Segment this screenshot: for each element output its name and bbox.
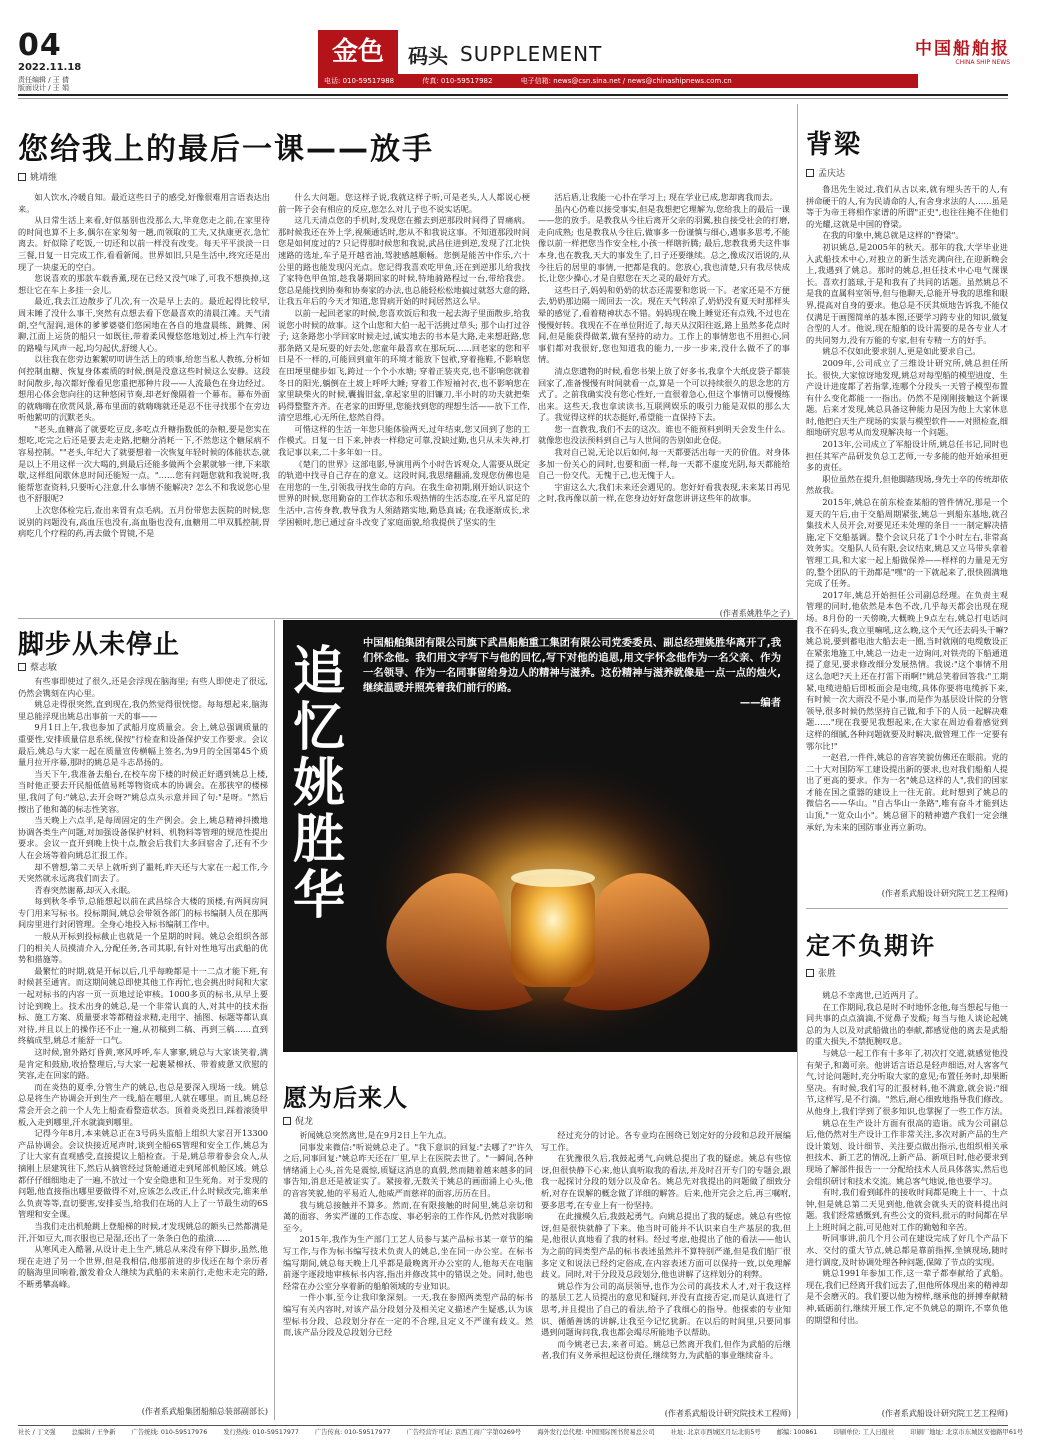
header-rule-thin: [18, 98, 1008, 99]
feature-title: 追忆姚胜华: [293, 642, 346, 926]
paragraph: 青春突然谢幕,却灭入永眠。: [34, 884, 136, 895]
paragraph: 有时,我们看到邮件的接收时间都是晚上十一、十点钟,但是姚总第二天见到他,他就会就头天的资料提出问题。我们经常感慨到,有些公文的资料,批示的时间都在早上上班时间之前,可见他对工作的勤勉和辛苦。: [806, 1187, 1008, 1232]
contact-fax: 传真: 010-59517982: [422, 77, 493, 85]
later-signoff: (作者系武船设计研究院技术工程师): [664, 1409, 791, 1418]
faithful-column: [806, 990, 1008, 1404]
newspaper-brand: [870, 34, 1010, 70]
feature-signature: ——编者: [739, 697, 781, 709]
later-headline: 愿为后来人: [283, 1084, 408, 1112]
paragraph: 这时候,窗外路灯昏黄,寒风呼呼,车人寥寥,姚总与大家谈笑着,满是肯定和鼓励,收拾整理后,与大家一起裹紧棉袄、带着疲惫又欣慰的笑容,走在回家的路。: [18, 1047, 268, 1081]
lesson-author: 姚靖维: [30, 173, 58, 183]
later-column-1: [283, 1130, 533, 1420]
paragraph: 《楚门的世界》这部电影,导演用两个小时告诉观众,人需要从既定的轨道中找寻自己存在的意义。这段时间,我思绪翻涌,发现您仿佛也是在用您的一生,引领我寻找生命的方向。在我生命初期,刚开始认识这个世界的时候,您用勤奋的工作状态和乐观热情的生活态度,在平凡富足的生活中,言传身教,教导我为人须踏踏实地,勤恳真诚; 在我逐渐成长,求学困顿时,您已通过奋斗改变了家庭面貌,给我提供了坚实的生: [278, 458, 530, 527]
feature-intro-text: 中国船舶集团有限公司旗下武昌船舶重工集团有限公司党委委员、副总经理姚胜华离开了,我们怀念他。我们用文字写下与他的回忆,写下对他的追思,用文字怀念他作为一名父亲、作为一名领导、作为一名同事留给身边人的精神与滋养。这份精神与滋养就像是一点一点的烛火,继续温暖并照亮着我们前行的路。: [363, 637, 781, 694]
paragraph: 这几天清点您的手机时,发现您在搬去到逆那段时间得了胃痛病。那时候我还在外上学,视频通话时,您从不和我说这事。不知道那段时间您是如何度过的? 只记得那时候您和我说,武昌住进到逆,发现了江北快速路的选址,车子是开越省油,驾驶感越顺畅。您倒是能苦中作乐,六十公里的路也能发现闪光点。您记得我喜欢吃甲鱼,还在到逆那儿给我找了家特色甲鱼馆,趁我暑期回家的时候,特地骑路程过一台,带给我尝。您总是能找到协奏和协奏家的办法,也总能轻松松地搞过就怒大意的路,让我五年后的今天才知道,您胃病开始的时间居然这么早。: [278, 215, 530, 307]
byline-box-icon: [283, 1117, 291, 1125]
paragraph: 姚总在生产设计方面有很高的造诣。成为公司副总后,他仍然对生产设计工作非常关注,多次对新产品的生产设计策划、设计细节、关注要点做出指示,也组织相关承担技术、新工艺的情况,上新产品、新项目时,他必要求到现场了解部件报告一一分配给技术人员具体落实,然后也会组织研讨和技术交流。姚总客气地说,他也要学习。: [806, 1117, 1008, 1186]
contact-bar: [318, 74, 918, 88]
later-byline: [283, 1114, 313, 1127]
paragraph: 在犹豫很久后,我鼓起勇气,向姚总提出了我的疑虑。姚总有些惊讶,但很快静下心来,他认真听取我的看法,并及时召开专门的专题会,跟我一起探讨分段的划分以及命名。姚总先对我提出的问题做了细致分析,对存在误解的概念做了详细的解答。后来,他开完会之后,再三嘱咐,要多思考,在专业上有一份坚持。: [541, 1153, 791, 1210]
byline-box-icon: [18, 173, 26, 181]
footsteps-author: 蔡志敏: [30, 663, 58, 673]
paragraph: 记得今年8月,本来姚总正在3号码头监船上组织大家召开13300产品协调会。会议快接近尾声时,谈到全船6S管理和安全工作,姚总为了让大家有直观感受,直接提议上船检查。于是,姚总带着参会众人,从摘刚上层建筑往下,然后从摘管经过货舱通道走到尾部机舱区域。姚总都仔仔细细地走了一遍,不放过一个安全隐患和卫生死角。对于发现的问题,他直接指出哪里要做得不对,应该怎么改正,什么时候改完,谁来单么负责等等,直切要害,安排妥当,给我们在场的人上了一节最生动的6S管理和安全课。: [18, 1128, 268, 1220]
paragraph: 最近,我去江边散步了几次,有一次是早上去的。最近起得比较早,周末睡了没什么事干,突然有点想去看下您最喜欢的清晨江滩。天气清朗,空气湿润,退休的爹爹婆婆们悠闲地在各自的地盘晨练、跳舞、闲聊,江面上运货的船只一如既往,带着柔风慢悠悠地划过,桥上汽车行驶的路噪与风声一起,均匀起伏,舒缓人心。: [18, 296, 270, 353]
footer-item: 海外发行总代理: 中国国际图书贸易总公司: [537, 1429, 655, 1436]
paragraph: 我与姚总接触并不算多。然而,在有限接触的时间里,姚总亲切和蔼的面容、务实严谨的工作态度、事必躬亲的工作作风,仍然对我影响至今。: [283, 1199, 533, 1233]
backbone-author: 孟庆达: [818, 169, 846, 179]
paragraph: 以前一起回老家的时候,您喜欢饭后和我一起去海子里面散步,给我说您小时候的故事。这个山您和大伯一起干活挑过草头; 那个山打过谷子; 这条路您小学回家时候走过,诚实地去的书本是大路,走来想赶路,您那条路又是玩耍的好去处,您童年最喜欢在那玩玩……回老家的您和平日是不一样的,可能回到童年的环境才能放下包袱,穿着拖鞋,不影响您在田埂里健步如飞,跨过一个个小水塘; 穿着正装夹克,也不影响您就着冬日的阳光,躺倒在土坡上呼呼大睡; 穿着工作短袖衬衣,也不影响您在家里缺柴火的时候,囊揣旧盆,拿起家里的旧镰刀,半小时的功夫就把柴码得整整齐齐。在老家的田野里,您能找到您的理想生活——放下工作,清空思维,心无所住,悠然自得。: [278, 307, 530, 423]
paragraph: 可惜这样的生活一年您只能体验两天,过年结束,您又回到了您的工作模式。日复一日下来,钟表一样稳定可靠,没缺过勤,也只从未失神,打我记事以来,二十多年如一日。: [278, 423, 530, 458]
paragraph: 当我们走出机舱跳上登船梯的时候,才发现姚总的额头已然都满是汗,汗如豆大,而衣服也已是湿,还出了一条条白色的盐渍……: [18, 1220, 268, 1243]
header-rule: [18, 94, 1008, 96]
paragraph: 初识姚总,是2005年的秋天。那年的我,大学毕业进入武船技术中心,对独立的新生活充满向往,在迎新晚会上,我遇到了姚总。那时的姚总,担任技术中心电气课课长。喜欢打篮球,于是和我有了共同的话题。虽然姚总不是我的直属科室领导,但与他聊天,总能开导我的思维和眼界,提高对自身的要求。他总是不厌其烦地告诉我,不能仅仅满足于画图简单的基本图,还要学习跨专业的知识,做复合型的人才。他说,现在船舶的设计需要的是各专业人才的共同努力,没有万能的专家,但有专精一方的好手。: [806, 241, 1008, 345]
paragraph: 2013年,公司成立了军船设计所,姚总任书记,同时也担任其军产品研发负总工艺师,一专多能的他开始承担更多的责任。: [806, 439, 1008, 473]
paragraph: 上次您体检完后,查出来胃有点毛病。五月份带您去医院的时候,您说别的问题没有,高血压也没有,高血脂也没有,血糖用二甲双胍控制,胃病吃几个疗程的药,再去做个胃镜,不是: [18, 505, 270, 539]
column-name: 码头: [408, 44, 448, 68]
lesson-column-3: [538, 192, 790, 607]
backbone-byline: [806, 166, 845, 179]
footsteps-signoff: (作者系武船集团船舶总装部副部长): [141, 1407, 268, 1416]
paragraph: 最繁忙的时期,就是开标以后,几乎每晚都是十一二点才能下班,有时候甚至通宵。而这期间姚总即使其他工作再忙,也会挑出时间和大家一起对标书的内容一页一页地过论审核。1000多页的标书,从早上要讨论到晚上。技术出身的姚总,是一个非常认真的人,对其中的技术指标、施工方案、质量要求等都精益求精,走用字、插图、标题等都认真对待,并且以上的操作还不止一遍,从初稿到二稿、再到三稿……直到终稿成型,姚总才能舒一口气。: [18, 965, 268, 1046]
paragraph: 在工作期间,我总是时不时地怀念他,每当想起与他一同共事的点点滴滴,不觉鼻子发酸; 每当与他人谈论起姚总的为人以及对武船做出的奉献,都感觉他的离去是武船的重大损失,不禁扼腕叹息。: [806, 1001, 1008, 1047]
paragraph: "老头,血糖高了就要吃豆皮,多吃点升糖指数低的杂粮,要是您实在想吃,吃完之后还是要去走走路,把糖分消耗一下,不然您这个糖尿病不容易控制。""老头,年纪大了就要想着一次恢复年轻时候的体能状态,就是以上不用这样一次大喝的,到最后还能多做两个会累就够一律,下来歇歇,这样组间歇休息时间还能短一点。"……您有问题您就和我说呀,我能帮您查资料,只要听心注意,什么事情不能解决? 怎么不和我说您心里也不舒服呢?: [18, 423, 270, 504]
paragraph: 2017年,姚总开始担任公司副总经理。在负责主观管理的同时,他依然是本色不改,几乎每天都会出现在现场。8月份的一天傍晚,大概晚上9点左右,姚总打电话问我不在码头,我立里嘛吼,这么晚,这个天气还去码头干嘛?姚总说,要到蓄电池大船去走一圈,当时就刚的电缆敷设正在紧张地施工中,姚总一边走一边询问,对铁壳的下船通道提了意见,要求修改细分发展热情。我说:"这个事情不用这么急吧?天上还在打雷下雨啊!"姚总笑着回答我:"工期紧,电缆进船后即板面会是电缆,具体你要将电缆拆下来,有时候一次大雨没不是小事,而是作为基层设计院的分管领导,很多时候仍然坚持自己做,和手下的人员一起解决难题……"现在我要见我想起来,在大家在周边看着感觉到这样的细腻,各种问题就要及时解决,做管理工作一定要有鄂尔比!": [806, 589, 1008, 751]
section-divider: [806, 908, 1008, 909]
paragraph: 从寒风走入酷暑,从设计走上生产,姚总从来没有停下脚步,虽然,他现在走进了另一个世界,但是我相信,他那前进的步伐还在每个亲历者的脑海里回响着,激发着众人继续为武船的未来前行,走他未走完的路,不断勇攀高峰。: [18, 1244, 268, 1289]
byline-box-icon: [18, 663, 26, 671]
paragraph: 从日常生活上来看,好似基别也没那么大,毕竟您走之前,在家里待的时间也算不上多,偶尔在家匆匆一趟,而领取的工夫,又执康更衣,急忙离去。好似除了吃饭,一切还和以前一样没有改变。每天平平淡淡一日三餐,日复一日完成工作,看看新闻。世界如旧,只是生活中,终究还是出现了一块虚无的空白。: [18, 215, 270, 272]
paragraph: 而在炎热的夏季,分管生产的姚总,也总是要深入现场一线。姚总总是将生产协调会开到生产一线,船在哪里,人就在哪里。而且,姚总经常会开会之前一个人先上船查看整造状态。顶着炎炎烈日,踩着滚烫甲板,入走到哪里,汗水就滴到哪里。: [18, 1081, 268, 1127]
paragraph: 在此撞模久后,我鼓起勇气。向姚总提出了我的疑虑。姚总有些惊讶,但是很快就静了下来。他当时可能并不认识来自生产基层的我,但是,他很认真地看了我的材料。经过考虑,他提出了他的看法——他认为之前的同类型产品的标书表述虽然并不算特别严谨,但是我们船厂很多定义和说法已经约定俗成,在内容表述方面可以保持一致,以免理解歧义。同时,对于分段及总段划分,他也讲解了这样划分的利弊。: [541, 1211, 791, 1280]
faithful-headline: 定不负期许: [806, 932, 936, 960]
later-author: 倪龙: [295, 1117, 314, 1127]
backbone-signoff: (作者系武船设计研究院工艺工程师): [881, 889, 1008, 898]
paragraph: 什么大问题。您这样子说,我就这样子听,可是老头,人人都说心梗前一阵子会有相应的反应,您怎么对儿子也不说实话呢。: [278, 192, 530, 214]
lesson-column-1: [18, 192, 270, 607]
paragraph: 一件小事,至今让我印象深刻。一天,我在参照两类型产品的标书编写有关内容时,对该产品分段划分及相关定义描述产生疑惑,认为该型标书分段、总段划分存在一定的不合理,且定义不严谨有歧义。然而,该产品分段及总段划分已经: [283, 1292, 533, 1338]
lesson-headline: 您给我上的最后一课——放手: [18, 132, 434, 167]
editor-credit: 责任编辑 / 王 倩: [18, 76, 70, 84]
paragraph: 经过充分的讨论。各专业均在围绕已划定好的分段和总段开展编写工作。: [541, 1130, 791, 1152]
paragraph: 听同事讲,前几个月公司在建设完成了好几个产品下水、交付的重大节点,姚总都是靠前指挥,坐镇现场,随时进行调度,及时协调处理各种问题,保障了节点的实现。: [806, 1233, 1008, 1267]
page-number: 04: [18, 28, 62, 63]
paragraph: 姚总不幸离世,已近两月了。: [822, 990, 924, 1000]
paragraph: 您说喜欢的那款车载香薰,现在已经又没气味了,可我不想换掉,这想让它在车上多挂一会儿。: [18, 273, 270, 295]
footer-item: 发行热线: 010-59517977: [223, 1429, 299, 1436]
paragraph: 姚总1991年参加工作,这一辈子都奉献给了武船。现在,我们已经离开我们远去了,但他所体现出来的精神却是不会磨灭的。我们要以他为榜样,继承他的拼搏奉献精神,砥砺前行,继续开展工作,定不负姚总的期许,不辜负他的期望和付出。: [806, 1268, 1008, 1325]
byline-box-icon: [806, 169, 814, 177]
footer-item: 广告经营许可证: 京西工商广字第0269号: [406, 1429, 522, 1436]
paragraph: 2015年,我作为生产部门工艺人员参与某产品标书某一章节的编写工作,与作为标书编写技术负责人的姚总,坐在同一办公室。在标书编写期间,姚总每天晚上几乎都是最晚离开办公室的人,他每天在电脑前逐字逐段地审核标书内容,指出并修改其中的错误之处。同时,他也经常在办公室分享着新的船舶领域的专业知识。: [283, 1234, 533, 1291]
lesson-signoff: (作者系姚胜华之子): [719, 609, 790, 618]
paragraph: 9月1日上午,我也参加了武船月度质量会。会上,姚总强调质量的重要性,安排质量信息系统,保按"行检查和设备保护安工作要求。会议最后,姚总与大家一起在质量宣传横幅上签名,为9月的全国第45个质量月拉开序幕,那时的姚总是斗志昂扬的。: [18, 722, 268, 768]
footer-item: 邮编: 100861: [776, 1429, 818, 1436]
paragraph: 每到秋冬季节,总能想起以前在武昌综合大楼的顶楼,有两间房间专门用来写标书。投标期间,姚总会带领各部门的标书编制人员在那两间房里进行封闭管理。全身心地投入标书编制工作中。: [18, 896, 268, 930]
footer-item: 广告统线: 010-59517976: [131, 1429, 208, 1436]
footer-item: 总编辑 / 王争新: [71, 1429, 116, 1436]
section-divider: [18, 618, 793, 619]
paragraph: 活后盾,让我能一心扑在学习上; 现在学业已成,您却离我而去。: [554, 192, 778, 202]
paragraph: 如人饮水,冷暖自知。最近这些日子的感受,好像很难用言语表达出来。: [18, 192, 270, 214]
paragraph: 职位虽然在提升,但他脚踏现场,身先士卒的传统却依然故我。: [806, 473, 1008, 496]
later-column-2: [541, 1130, 791, 1406]
paragraph: 2009年,公司成立了三维设计研究所,姚总担任所长。很快,大家惊讶地发现,姚总对每型船的模型进度、生产设计进度都了若指掌,连哪个分段头一天管子模型布置有什么变化都能一一指出。仍然不是刚刚接触这个新课题。后来才发现,姚总具备这种能力是因为他上大家休息时,他把白天生产现场的实景与模型软件——对照检查,细细地研究思考从而发现解决每一个问题。: [806, 357, 1008, 438]
backbone-headline: 背梁: [806, 130, 863, 160]
candle-in-hands-illustration: [283, 620, 797, 1052]
column-logo: 金色: [318, 30, 398, 74]
footsteps-byline: [18, 660, 57, 673]
paragraph: 以往我在您旁边絮絮叨叨讲生活上的琐事,给您当私人教练,分析如何控制血糖、恢复身体素质的时候,倒是没意这些时候这么安静。这段时间散步,每次都好像看见您重把那种片段——人流最色在身边经过。想用心体会您向往的这种悠闲节奏,却老好像隔着一个幕布。幕布外面的就嗨嗨在欣赏风景,幕布里面的就嗨嗨就还是忍不住寻找那个在旁边听他絮叨的沉默老头。: [18, 354, 270, 423]
paragraph: 一般从开标到投标截止也就是一个星期的时间。姚总会组织各部门的相关人员摸清介入,分配任务,各司其职,有针对性地写出武船的优势和措施等。: [18, 931, 268, 965]
paragraph: 一赵君,一件件,姚总的音容笑貌仿佛还在眼前。党的二十大对国防军工建设提出新的要求,也对我们船舶人提出了更高的要求。作为一名"姚总这样的人",我们的国家才能在国之重器的建设上一往无前。此时想到了姚总的微信名——华山。"自古华山一条路",唯有奋斗才能到达山顶,"一览众山小"。姚总留下的精神遗产我们一定会继承好,为未来的国防事业再立新功。: [806, 752, 1008, 832]
paragraph: 您一直教我,我们不去的这次。谁也不能预料到明天会发生什么。就像您也没法预料到自己与人世间的告别如此仓促。: [538, 423, 790, 446]
contact-phone: 电话: 010-59517988: [324, 77, 395, 85]
issue-date: 2022.11.18: [18, 62, 82, 73]
lesson-column-2: [278, 192, 530, 607]
backbone-column: [806, 184, 1008, 884]
paragraph: 当天下午,我准备去船台,在校车房下楼的时候正好遇到姚总上楼,当时他正要去开民船低值易耗等物资成本的协调会。在那狭窄的楼梯里,我问了句:"姚总,去开会呀?"姚总点头示意并回了句:"是呀。"然后擦出了他和蔼的标志性笑容。: [18, 768, 268, 814]
paragraph: 姚总作为公司的高层领导,也作为公司的高技术人才,对于我这样的基层工艺人员提出的意见和疑问,并没有直接否定,而是认真进行了思考,并且提出了自己的看法,给予了我细心的指导。他探索的专业知识、循循善诱的讲解,让我至今记忆犹新。在以后的时间里,只要同事遇到问题询问我,我也都会竭尽所能地予以帮助。: [541, 1280, 791, 1338]
candle-jar: [511, 875, 595, 987]
paragraph: 却不曾想,第二天早上就听到了噩耗,昨天还与大家在一起工作,今天突然就永远离我们而去了。: [18, 861, 268, 884]
column-divider: [274, 620, 275, 1420]
footer-item: 广告传真: 010-59517977: [314, 1429, 391, 1436]
contact-email: 电子信箱: news@csn.sina.net / news@chinashipnews.com.cn: [520, 77, 732, 85]
footer-item: 社长 / 丁文强: [18, 1429, 56, 1436]
footer-item: 印刷单位: 工人日报社: [833, 1429, 895, 1436]
footer-imprint: [18, 1425, 1024, 1439]
paragraph: 2015年,姚总在前东检查某船的管件情况,那是一个夏天的午后,由于交船周期紧张,姚总一到船东基地,就召集技术人员开会,对要见还未处理的条目一一制定解决措施,定下交船基调。整个会议只花了1个小时左右,非常高效务实。交船队人员有限,会议结束,姚总又立马带头拿着管理工具,和大家一起上船做保养——样样的力量是无穷的,整个团队的干劲都是"嘿"的一下就起来了,很快圆满地完成了任务。: [806, 497, 1008, 589]
column-divider: [797, 104, 798, 1419]
paragraph: 祈闻姚总突然离世,是在9月2日上午九点。: [299, 1130, 452, 1140]
candle-jar-rim: [511, 869, 595, 887]
byline-box-icon: [806, 969, 814, 977]
footer-item: 社址: 北京市西城区月坛北街5号: [670, 1429, 761, 1436]
faithful-signoff: (作者系武船设计研究院工艺工程师): [881, 1409, 1008, 1418]
paragraph: 与姚总一起工作有十多年了,初次打交道,就感觉他没有架子,和蔼可亲。他讲话言语总是轻声细语,对人客客气气,讨论问题时,充分听取大家的意见;布置任务时,却果断坚决。有时候,我们写的汇报材料,他不满意,就会说:"细节,这样写,是不行滴。"然后,耐心细致地指导我们修改。从他身上,我们学到了很多知识,也掌握了一些工作方法。: [806, 1047, 1008, 1116]
paragraph: 同事发来微信:"听说姚总走了。"我下意识的回复:"去哪了?"许久之后,同事回复:"姚总昨天还在厂里,早上在医院去世了。"一瞬间,各种情绪涌上心头,首先是震惊,质疑这消息的真假,然而随着越来越多的同事告知,消息还是被证实了。紧接着,无数关于姚总的画面涌上心头,他的音容笑貌,他的平易近人,他威严而慈祥的面容,历历在目。: [283, 1141, 533, 1198]
footsteps-column: [18, 676, 268, 1404]
paragraph: 在我的印象中,姚总就是这样的"脊梁"。: [822, 230, 964, 241]
lesson-byline: [18, 170, 57, 183]
paragraph: 这些日子,妈妈和奶奶的状态还需要和您说一下。老家还是不方便去,奶奶那边隔一周回去一次。现在天气转凉了,奶奶没有夏天时那样头晕的感觉了,看着精神状态不错。妈妈现在晚上睡觉还有点残,不过也在慢慢好转。我现在不在单位附近了,每天从汉阳往返,路上虽然多花点时间,但是能获得做菜,做有坚持的动力。工作上的事情您也不用担心,同事们都对我很好,您也知道我的能力,一步一步来,没什么做不了的事情。: [538, 284, 790, 365]
paragraph: 姚总不仅如此要求别人,更是如此要求自己。: [822, 346, 981, 357]
paragraph: 宇宙这么大,我们未来还会遇见的。您好好看我表现,未来某日再见之时,我再像以前一样,在您身边好好盘您讲讲这些年的故事。: [538, 481, 790, 504]
paragraph: 清点您遗物的时候,看您书架上放了好多书,我拿个大纸皮袋子都装回家了,准备慢慢有时间就看一点,算是一个可以持续很久的思念您的方式了。之前我确实没有您心性好,一直很着急心,但这个事情可以慢慢练出来。这些天,我也拿读读书,互联网娱乐的吸引力能是双似的那么大了。我觉得这样的状态挺好,希望能一直保持下去。: [538, 365, 790, 423]
footsteps-headline: 脚步从未停止: [18, 630, 181, 660]
memorial-feature-panel: [283, 620, 797, 1052]
paragraph: 我对自己说,无论以后如何,每一天都要活出每一天的价值。对身体多加一份关心的同时,也要和面一样,每一天都不虚度光阴,每天都能给自己一份交代。无愧于己,也无愧于人。: [538, 447, 790, 481]
footer-item: 印刷厂地址: 北京市东城区安德路甲61号: [910, 1429, 1024, 1436]
paragraph: 姚总走得很突然,直到现在,我仍然觉得很恍惚。每每想起来,脑海里总能浮现出姚总出事前一天的事——: [18, 699, 268, 721]
paragraph: 而今姚老已去,来者可追。姚总已然离开我们,但作为武船的后继者,我们有义务承担起这份责任,继续努力,为武船的事业继续奋斗。: [541, 1338, 791, 1361]
brand-name-cn: 中国船舶报: [915, 39, 1010, 59]
paragraph: 虽内心仍难以接受事实,但是我想把它理解为,您给我上的最后一课——您的放手。是教我从今往后离开父亲的羽翼,独自接受社会的打磨,走向成熟; 也是教我从今往后,做事多一份谨慎与细心,遇事多思考,不能像以前一样把您当作安全柱,小孩一样瞎折腾; 最后,您教我勇夫这件事本身,也在教我,天大的事发生了,日子还要继续。总之,像成汉语说的,从今往后的居里的事情,一把都是我的。您放心,我也清楚,只有我尽快成长,让您少操心,才是自慰您在天之灵的最好方式。: [538, 203, 790, 284]
faithful-byline: [806, 966, 836, 979]
paragraph: 当天晚上六点半,是每周固定的生产例会。会上,姚总精神抖擞地协调各类生产问题,对加强设备保护材料、机物料等管理的规范性提出要求。会议一直开到晚上快十点,散会后我们大多回宿舍了,还有不少人在会场等着向姚总汇报工作。: [18, 815, 268, 860]
brand-name-en: CHINA SHIP NEWS: [955, 59, 1010, 66]
paragraph: 鲁迅先生说过,我们从古以来,就有埋头苦干的人,有拼命硬干的人,有为民请命的人,有舍身求法的人……虽是等于为帝王将相作家谱的所谓"正史",也往往掩不住他们的光耀,这就是中国的脊梁。: [806, 184, 1008, 229]
paragraph: 有些事即使过了很久,还是会浮现在脑海里; 有些人即使走了很远,仍然会镌刻在内心里。: [18, 676, 268, 698]
designer-credit: 版面设计 / 王 娟: [18, 84, 70, 92]
faithful-author: 张胜: [818, 969, 837, 979]
supplement-label: SUPPLEMENT: [460, 42, 603, 66]
